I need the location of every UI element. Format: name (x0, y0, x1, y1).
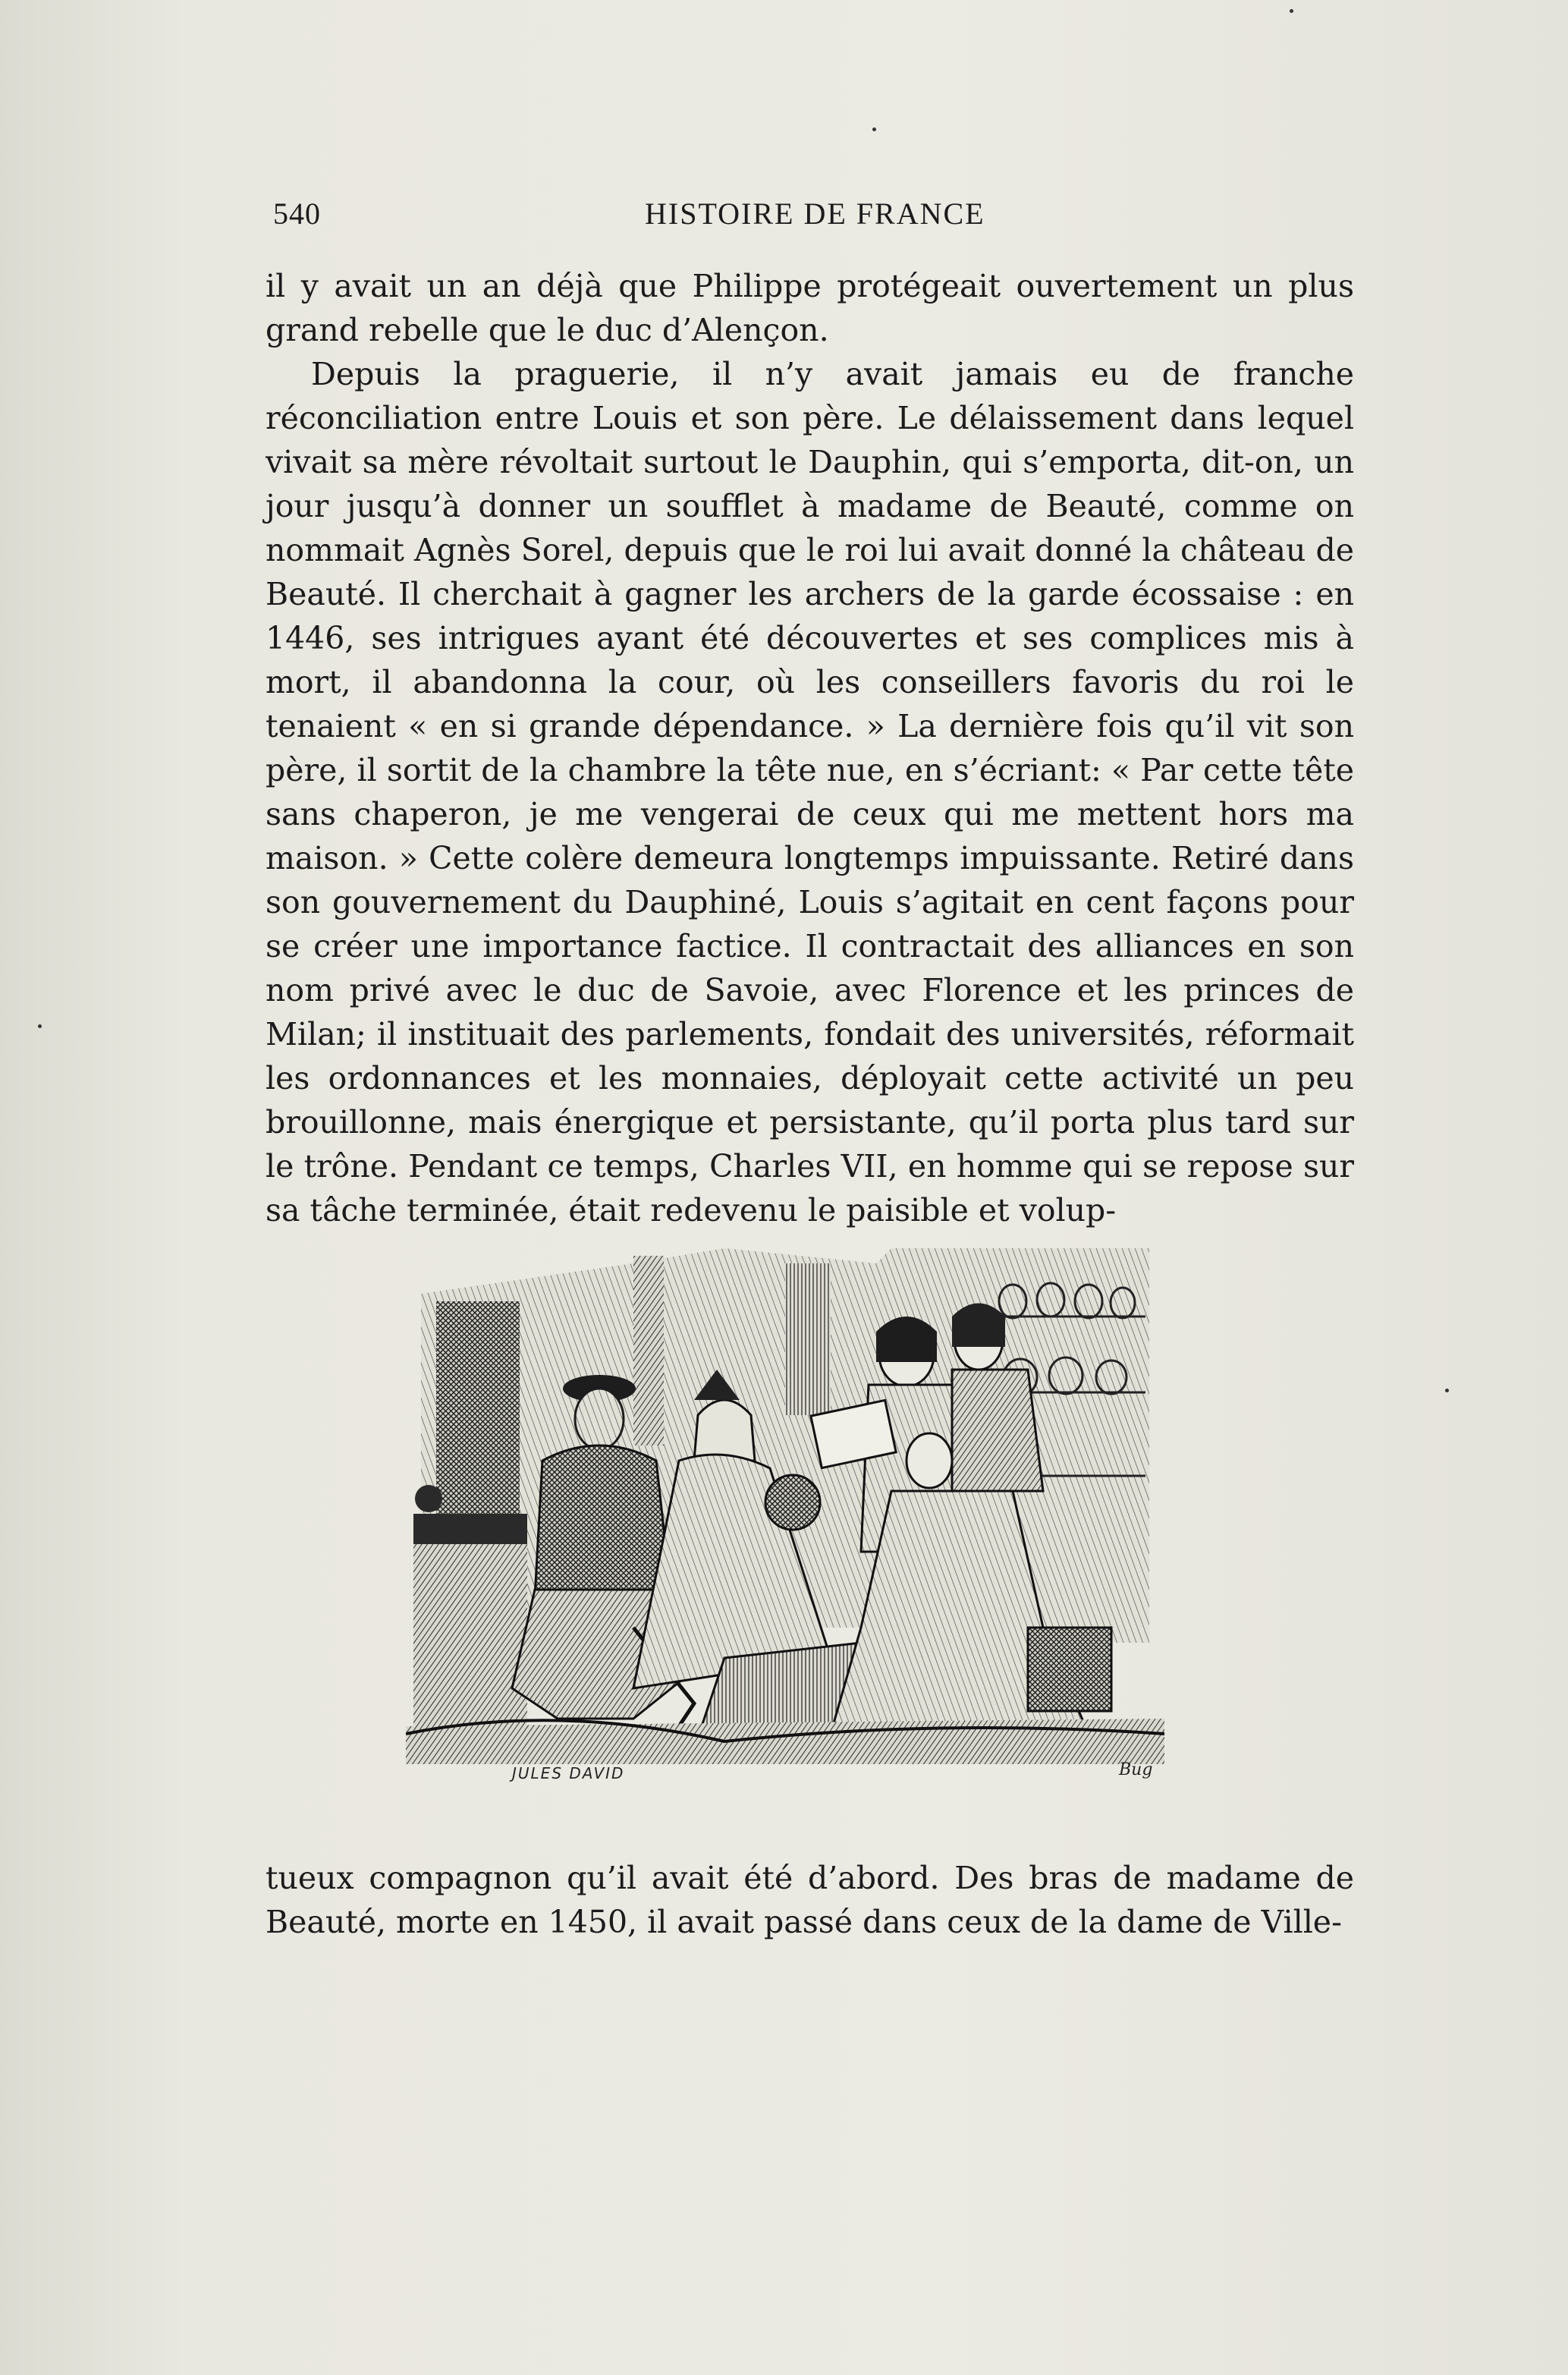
paragraph-praguerie: Depuis la praguerie, il n’y avait jamais eu de franche réconciliation entre Louis et son père. Le délaissement dans lequel vivait sa mère révoltait surtout le Dauphin, qui s’emporta, dit-on, un jour jusqu’à donner un soufflet à madame de Beauté, comme on nommait Agnès Sorel, depuis que le roi lui avait donné la château de Beauté. Il cherchait à gagner les archers de la garde écossaise : en 1446, ses intrigues ayant été découvertes et ses complices mis à mort, il abandonna la cour, où les conseillers favoris du roi le tenaient « en si grande dépendance. » La dernière fois qu’il vit son père, il sortit de la chambre la tête nue, en s’écriant: « Par cette tête sans chaperon, je me vengerai de ceux qui me mettent hors ma maison. » Cette colère demeura longtemps impuissante. Retiré dans son gouvernement du Dauphiné, Louis s’agitait en cent façons pour se créer une importance factice. Il contractait des alliances en son nom privé avec le duc de Savoie, avec Florence et les princes de Milan; il instituait des parlements, fondait des universités, réformait les ordonnances et les monnaies, déployait cette activité un peu brouillonne, mais énergique et persistante, qu’il porta plus tard sur le trône. Pendant ce temps, Charles VII, en homme qui se repose sur sa tâche terminée, était redevenu le paisible et volup- (266, 356, 1354, 1228)
paper-speck (1290, 9, 1293, 13)
paper-speck (1445, 1389, 1449, 1392)
gothic-window (436, 1301, 520, 1529)
engraver-signature-left: JULES DAVID (512, 1764, 625, 1782)
engraver-signature-right: Bug (1119, 1760, 1153, 1779)
paper-speck (872, 127, 876, 131)
body-text-after-figure (266, 1856, 1354, 1944)
page-number: 540 (273, 197, 321, 231)
engraving-illustration (406, 1233, 1225, 1795)
engraving-scene (406, 1233, 1225, 1795)
body-text-before-figure (266, 264, 1354, 1232)
running-title: HISTOIRE DE FRANCE (645, 197, 985, 231)
running-header (273, 196, 1354, 241)
paragraph-after-figure: tueux compagnon qu’il avait été d’abord. Des bras de madame de Beauté, morte en 1450, il avait passé dans ceux de la dame de Ville- (266, 1860, 1354, 1940)
paper-speck (38, 1024, 42, 1028)
paragraph-continuation: il y avait un an déjà que Philippe protégeait ouvertement un plus grand rebelle que le duc d’Alençon. (266, 268, 1354, 348)
